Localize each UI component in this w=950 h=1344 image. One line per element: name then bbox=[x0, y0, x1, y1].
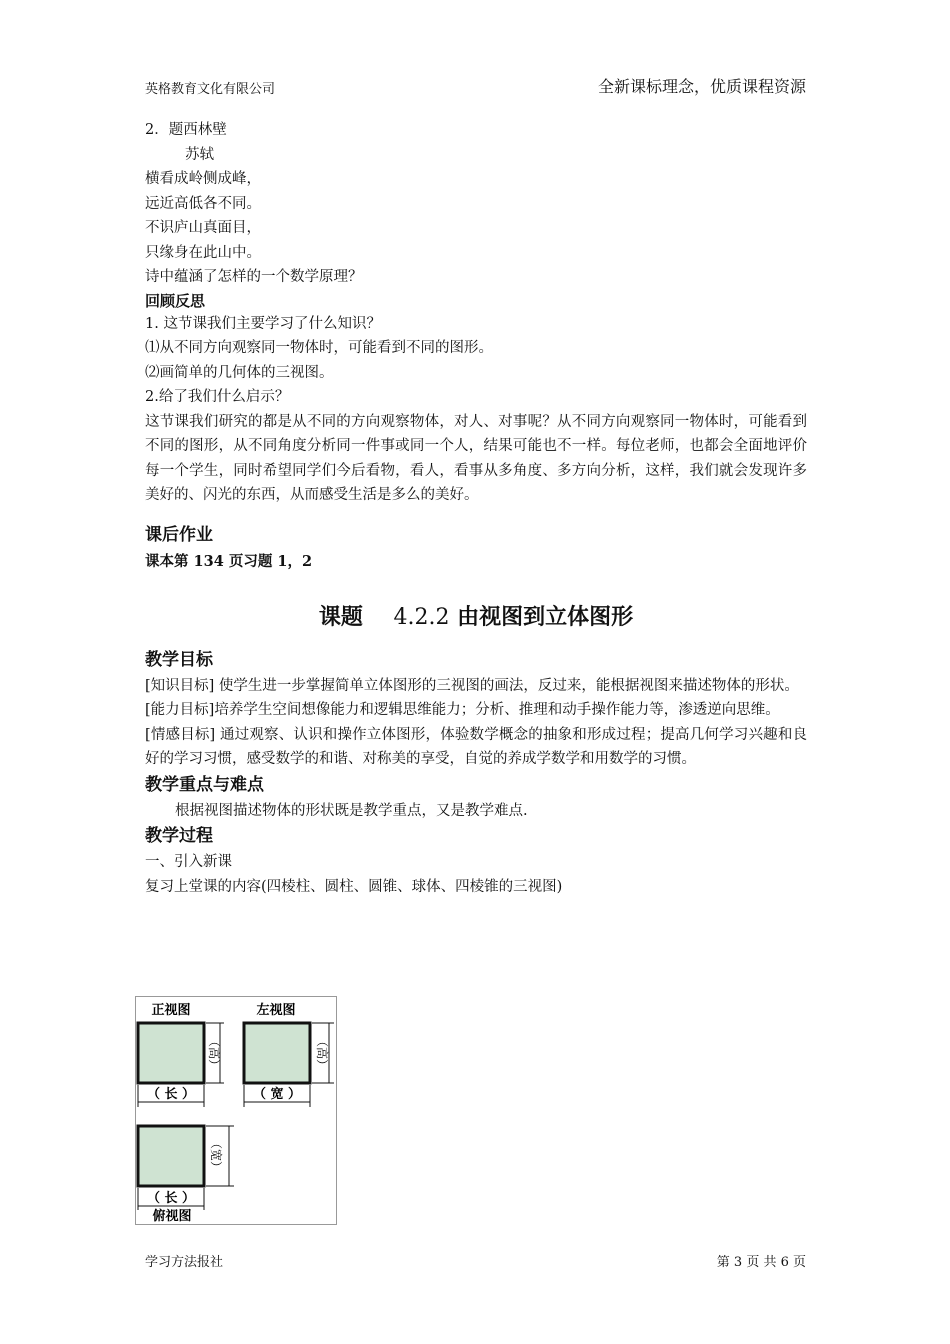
left-view-square bbox=[244, 1023, 310, 1083]
poem-question: 诗中蕴涵了怎样的一个数学原理？ bbox=[145, 269, 363, 285]
lesson-title-rest: 由视图到立体图形 bbox=[457, 604, 634, 630]
top-view-square bbox=[138, 1126, 204, 1186]
lesson-title-prefix: 课题 bbox=[318, 604, 363, 630]
footer-publisher: 学习方法报社 bbox=[145, 1255, 224, 1270]
lesson-title bbox=[145, 603, 807, 633]
three-view-figure bbox=[135, 996, 337, 1225]
front-view-label: 正视图 bbox=[151, 1003, 191, 1018]
poem-title: 2．题西林壁 bbox=[145, 122, 227, 138]
review-answer-2: ⑵画简单的几何体的三视图。 bbox=[145, 364, 334, 381]
review-heading: 回顾反思 bbox=[145, 291, 206, 310]
review-answer-1: ⑴从不同方向观察同一物体时，可能看到不同的图形。 bbox=[145, 340, 493, 356]
homework-text: 课本第 134 页习题 1，2 bbox=[145, 552, 313, 570]
goals-heading: 教学目标 bbox=[145, 649, 213, 670]
page-content bbox=[145, 118, 807, 899]
keypoints-heading: 教学重点与难点 bbox=[145, 774, 264, 795]
poem-line: 远近高低各不同。 bbox=[145, 195, 261, 212]
left-width-label: （ 宽 ） bbox=[252, 1087, 302, 1102]
top-width-label: （宽） bbox=[209, 1136, 223, 1174]
footer-page-info: 第 3 页 共 6 页 bbox=[716, 1255, 806, 1270]
process-heading: 教学过程 bbox=[145, 826, 213, 846]
left-height-label: （高） bbox=[315, 1034, 329, 1072]
goal-emotion: [情感目标] 通过观察、认识和操作立体图形，体验数学概念的抽象和形成过程；提高几何学习兴趣和良好的学习习惯，感受数学的和谐、对称美的享受，自觉的养成学数学和用数学的习惯。 bbox=[145, 726, 807, 767]
review-question-2: 2.给了我们什么启示？ bbox=[145, 389, 290, 405]
front-view-square bbox=[138, 1023, 204, 1083]
review-paragraph: 这节课我们研究的都是从不同的方向观察物体，对人、对事呢？从不同方向观察同一物体时，可能看到不同的图形，从不同角度分析同一件事或同一个人，结果可能也不一样。每位老师，也都会全面地评价每一个学生，同时希望同学们今后看物，看人，看事从多角度、多方向分析，这样，我们就会发现许多美好的、闪光的东西，从而感受生活是多么的美好。 bbox=[145, 413, 807, 503]
poem-line: 不识庐山真面目， bbox=[145, 220, 261, 236]
keypoints-text: 根据视图描述物体的形状既是教学重点，又是教学难点. bbox=[175, 802, 528, 819]
top-view-label: 俯视图 bbox=[152, 1209, 192, 1224]
goal-knowledge: [知识目标] 使学生进一步掌握简单立体图形的三视图的画法，反过来，能根据视图来描述物体的形状。 bbox=[145, 677, 799, 694]
review-question-1: 1. 这节课我们主要学习了什么知识？ bbox=[145, 315, 381, 332]
homework-heading: 课后作业 bbox=[145, 524, 213, 545]
poem-line: 只缘身在此山中。 bbox=[145, 244, 261, 261]
process-step-1: 一、引入新课 bbox=[145, 854, 232, 870]
left-view-label: 左视图 bbox=[256, 1003, 296, 1018]
front-length-label: （ 长 ） bbox=[146, 1087, 196, 1102]
poem-line: 横看成岭侧成峰， bbox=[145, 171, 261, 187]
header-slogan: 全新课标理念，优质课程资源 bbox=[597, 77, 806, 96]
front-height-label: （高） bbox=[207, 1034, 221, 1072]
lesson-title-number: 4.2.2 bbox=[393, 604, 450, 630]
goal-ability: [能力目标]培养学生空间想像能力和逻辑思维能力；分析、推理和动手操作能力等，渗透逆向思维。 bbox=[145, 702, 780, 718]
three-view-diagram bbox=[136, 997, 336, 1224]
process-step-1-text: 复习上堂课的内容(四棱柱、圆柱、圆锥、球体、四棱锥的三视图) bbox=[145, 878, 563, 895]
header-company: 英格教育文化有限公司 bbox=[145, 82, 276, 97]
top-length-label: （ 长 ） bbox=[146, 1191, 196, 1206]
poem-author: 苏轼 bbox=[185, 146, 214, 163]
